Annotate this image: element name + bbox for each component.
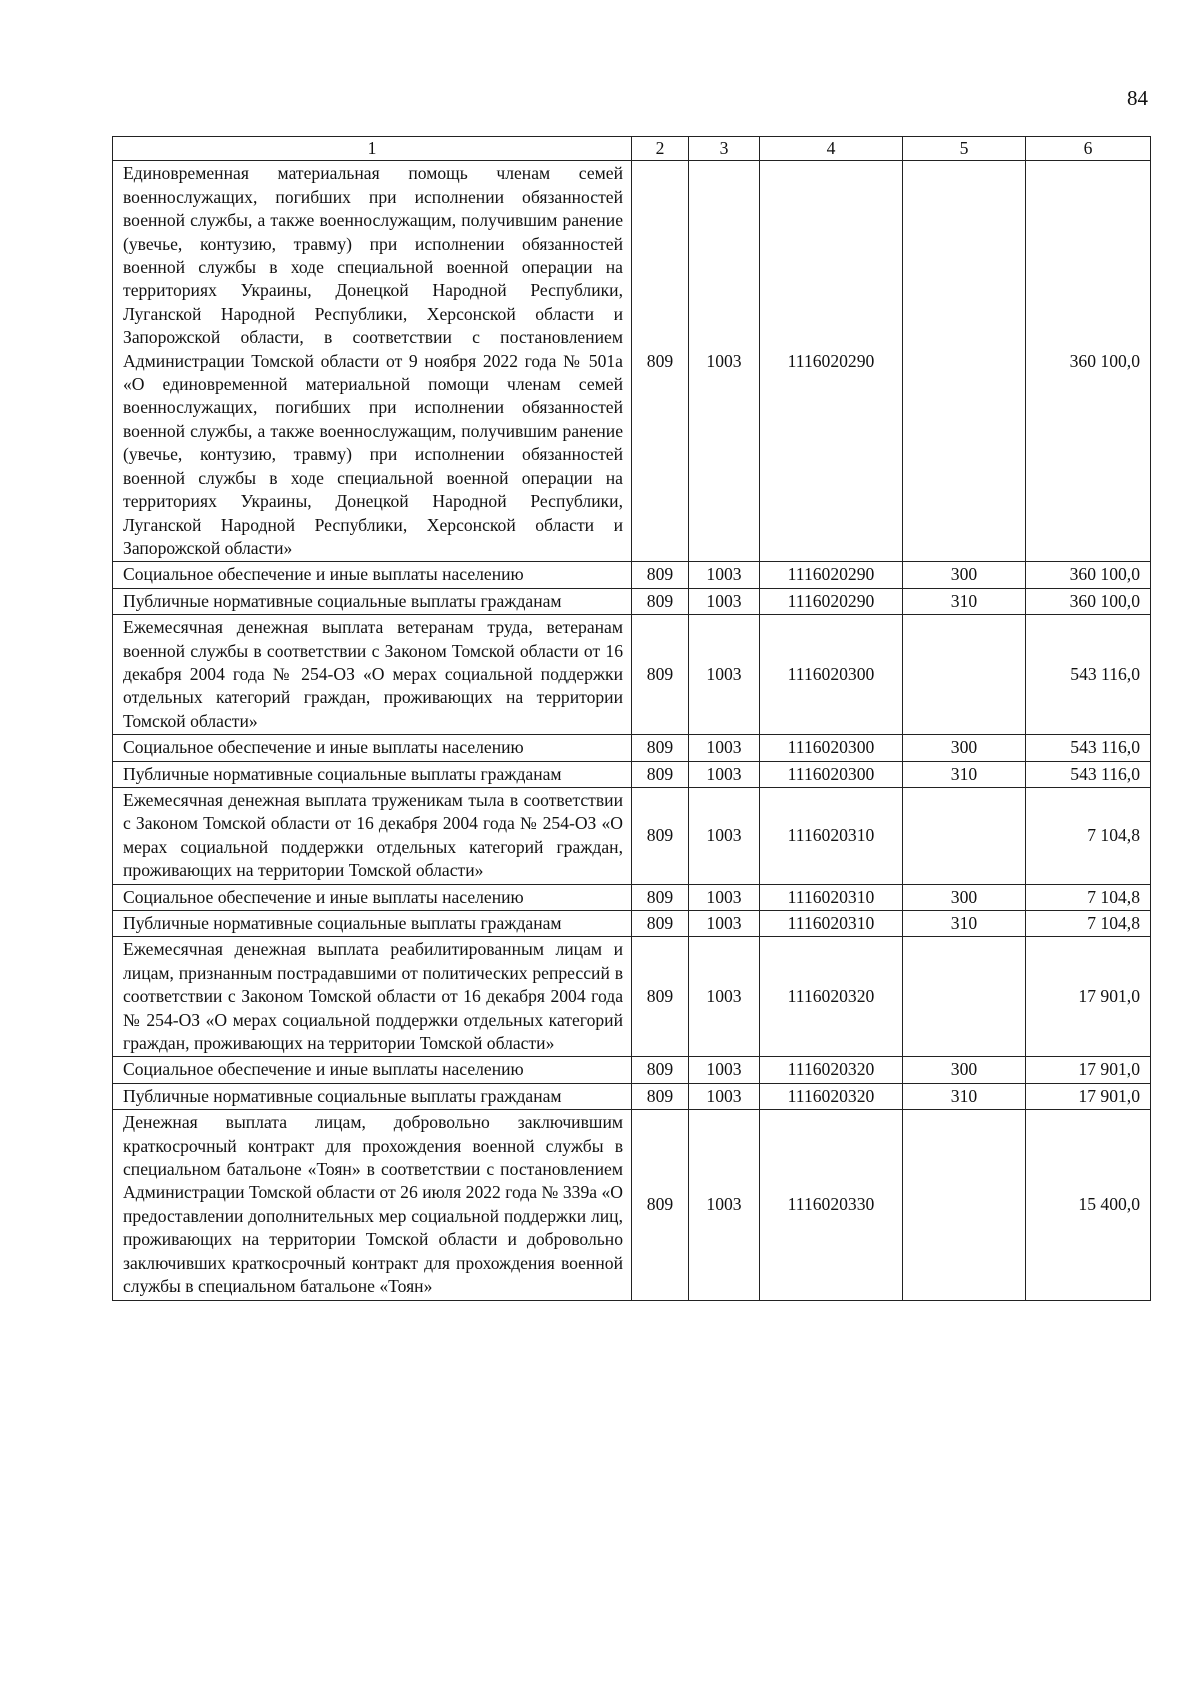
row-code-section: 1003 (689, 615, 760, 735)
row-code-target: 1116020290 (760, 562, 903, 588)
row-code-ministry: 809 (632, 161, 689, 562)
row-amount: 15 400,0 (1026, 1110, 1151, 1300)
row-code-section: 1003 (689, 1057, 760, 1083)
row-code-target: 1116020320 (760, 1083, 903, 1109)
row-code-target: 1116020310 (760, 911, 903, 937)
table-row (113, 562, 1151, 588)
header-cell: 5 (903, 137, 1026, 161)
row-code-type (903, 1110, 1026, 1300)
row-code-target: 1116020300 (760, 735, 903, 761)
row-code-section: 1003 (689, 1110, 760, 1300)
row-code-type (903, 161, 1026, 562)
row-code-ministry: 809 (632, 562, 689, 588)
row-code-ministry: 809 (632, 911, 689, 937)
row-code-target: 1116020290 (760, 161, 903, 562)
row-description: Ежемесячная денежная выплата реабилитированным лицам и лицам, признанным пострадавшими от политических репрессий в соответствии с Законом Томской области от 16 декабря 2004 года № 254-ОЗ «О мерах социальной поддержки отдельных категорий граждан, проживающих на территории Томской области» (113, 937, 632, 1057)
row-code-type (903, 937, 1026, 1057)
page-number: 84 (1127, 86, 1148, 110)
row-code-type: 300 (903, 884, 1026, 910)
row-description: Единовременная материальная помощь членам семей военнослужащих, погибших при исполнении обязанностей военной службы, а также военнослужащим, получившим ранение (увечье, контузию, травму) при исполнении обязанностей военной службы в ходе специальной военной операции на территориях Украины, Донецкой Народной Республики, Луганской Народной Республики, Херсонской области и Запорожской области, в соответствии с постановлением Администрации Томской области от 9 ноября 2022 года № 501а «О единовременной материальной помощи членам семей военнослужащих, погибших при исполнении обязанностей военной службы, а также военнослужащим, получившим ранение (увечье, контузию, травму) при исполнении обязанностей военной службы в ходе специальной военной операции на территориях Украины, Донецкой Народной Республики, Луганской Народной Республики, Херсонской области и Запорожской области» (113, 161, 632, 562)
row-code-target: 1116020330 (760, 1110, 903, 1300)
row-amount: 360 100,0 (1026, 588, 1151, 614)
table-row (113, 1083, 1151, 1109)
row-code-type: 300 (903, 562, 1026, 588)
row-code-section: 1003 (689, 761, 760, 787)
header-cell: 1 (113, 137, 632, 161)
row-code-type: 300 (903, 1057, 1026, 1083)
row-amount: 543 116,0 (1026, 615, 1151, 735)
row-description: Ежемесячная денежная выплата ветеранам труда, ветеранам военной службы в соответствии с Законом Томской области от 16 декабря 2004 года № 254-ОЗ «О мерах социальной поддержки отдельных категорий граждан, проживающих на территории Томской области» (113, 615, 632, 735)
row-amount: 7 104,8 (1026, 787, 1151, 884)
table-row (113, 588, 1151, 614)
row-code-type: 310 (903, 588, 1026, 614)
header-cell: 4 (760, 137, 903, 161)
row-code-type: 310 (903, 1083, 1026, 1109)
row-code-ministry: 809 (632, 1057, 689, 1083)
table-row (113, 884, 1151, 910)
row-code-ministry: 809 (632, 884, 689, 910)
row-code-section: 1003 (689, 562, 760, 588)
row-code-section: 1003 (689, 1083, 760, 1109)
row-code-section: 1003 (689, 911, 760, 937)
table-row (113, 761, 1151, 787)
row-amount: 17 901,0 (1026, 937, 1151, 1057)
row-description: Социальное обеспечение и иные выплаты населению (113, 735, 632, 761)
row-description: Социальное обеспечение и иные выплаты населению (113, 884, 632, 910)
row-code-ministry: 809 (632, 735, 689, 761)
table-row (113, 937, 1151, 1057)
row-amount: 360 100,0 (1026, 161, 1151, 562)
table-row (113, 787, 1151, 884)
row-code-target: 1116020300 (760, 615, 903, 735)
row-description: Социальное обеспечение и иные выплаты населению (113, 562, 632, 588)
row-description: Публичные нормативные социальные выплаты гражданам (113, 911, 632, 937)
row-code-type: 300 (903, 735, 1026, 761)
row-code-ministry: 809 (632, 761, 689, 787)
row-code-type: 310 (903, 761, 1026, 787)
row-amount: 543 116,0 (1026, 735, 1151, 761)
header-cell: 2 (632, 137, 689, 161)
row-code-ministry: 809 (632, 787, 689, 884)
table-row (113, 735, 1151, 761)
row-code-target: 1116020310 (760, 787, 903, 884)
row-code-ministry: 809 (632, 588, 689, 614)
table-row (113, 161, 1151, 562)
row-code-target: 1116020300 (760, 761, 903, 787)
row-code-type (903, 787, 1026, 884)
row-code-section: 1003 (689, 787, 760, 884)
row-code-section: 1003 (689, 937, 760, 1057)
table-row (113, 1110, 1151, 1300)
row-amount: 7 104,8 (1026, 884, 1151, 910)
row-description: Социальное обеспечение и иные выплаты населению (113, 1057, 632, 1083)
row-code-ministry: 809 (632, 615, 689, 735)
row-code-ministry: 809 (632, 1110, 689, 1300)
row-amount: 543 116,0 (1026, 761, 1151, 787)
row-amount: 17 901,0 (1026, 1057, 1151, 1083)
row-amount: 17 901,0 (1026, 1083, 1151, 1109)
row-code-section: 1003 (689, 735, 760, 761)
row-code-target: 1116020290 (760, 588, 903, 614)
row-description: Денежная выплата лицам, добровольно заключившим краткосрочный контракт для прохождения военной службы в специальном батальоне «Тоян» в соответствии с постановлением Администрации Томской области от 26 июля 2022 года № 339а «О предоставлении дополнительных мер социальной поддержки лиц, проживающих на территории Томской области и добровольно заключивших краткосрочный контракт для прохождения военной службы в специальном батальоне «Тоян» (113, 1110, 632, 1300)
row-code-section: 1003 (689, 161, 760, 562)
row-description: Публичные нормативные социальные выплаты гражданам (113, 761, 632, 787)
row-code-target: 1116020310 (760, 884, 903, 910)
row-amount: 360 100,0 (1026, 562, 1151, 588)
row-description: Публичные нормативные социальные выплаты гражданам (113, 588, 632, 614)
header-cell: 6 (1026, 137, 1151, 161)
row-code-target: 1116020320 (760, 937, 903, 1057)
header-cell: 3 (689, 137, 760, 161)
table-row (113, 1057, 1151, 1083)
row-description: Публичные нормативные социальные выплаты гражданам (113, 1083, 632, 1109)
row-description: Ежемесячная денежная выплата труженикам тыла в соответствии с Законом Томской области от 16 декабря 2004 года № 254-ОЗ «О мерах социальной поддержки отдельных категорий граждан, проживающих на территории Томской области» (113, 787, 632, 884)
row-code-section: 1003 (689, 588, 760, 614)
row-code-section: 1003 (689, 884, 760, 910)
table-row (113, 911, 1151, 937)
row-amount: 7 104,8 (1026, 911, 1151, 937)
row-code-type (903, 615, 1026, 735)
budget-table (112, 136, 1151, 1301)
row-code-target: 1116020320 (760, 1057, 903, 1083)
row-code-type: 310 (903, 911, 1026, 937)
table-header-row (113, 137, 1151, 161)
row-code-ministry: 809 (632, 937, 689, 1057)
table-row (113, 615, 1151, 735)
row-code-ministry: 809 (632, 1083, 689, 1109)
